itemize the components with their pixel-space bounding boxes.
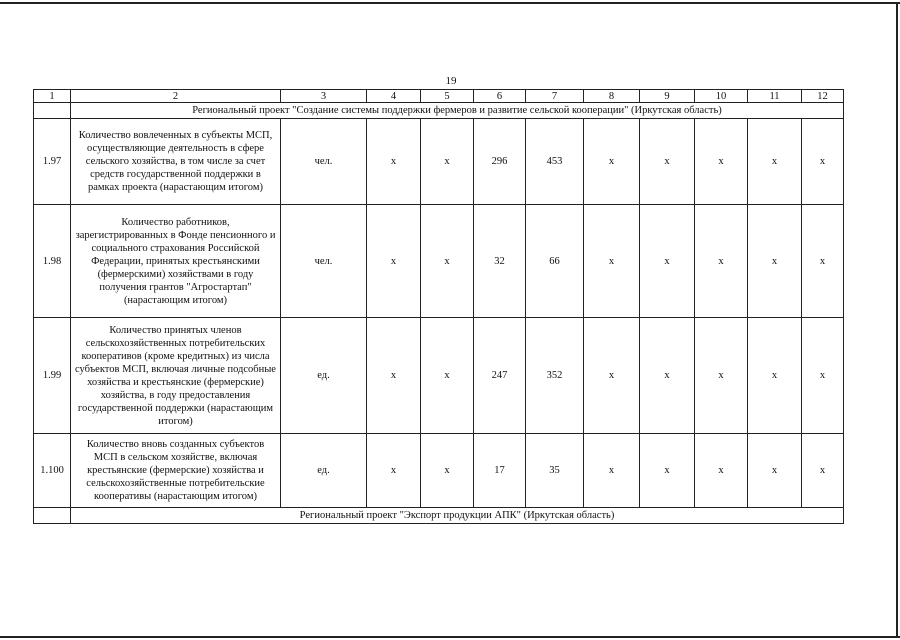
value-cell: x <box>640 205 695 318</box>
section-row <box>34 508 844 524</box>
table-header-row <box>34 90 844 103</box>
indicator-name: Количество работников, зарегистрированных в Фонде пенсионного и социального страхования Российской Федерации, принятых крестьянскими (фермерскими) хозяйствами в году получения грантов "Агростартап" (нарастающим итогом) <box>71 205 281 318</box>
value-cell: x <box>695 318 748 434</box>
value-cell: 247 <box>474 318 526 434</box>
unit-cell: ед. <box>281 434 367 508</box>
header-cell: 8 <box>584 90 640 103</box>
value-cell: x <box>367 434 421 508</box>
value-cell: 35 <box>526 434 584 508</box>
value-cell: x <box>640 119 695 205</box>
header-cell: 10 <box>695 90 748 103</box>
table-row <box>34 119 844 205</box>
value-cell: x <box>421 119 474 205</box>
section-row <box>34 103 844 119</box>
page-border-top <box>0 2 900 4</box>
value-cell: x <box>802 205 844 318</box>
header-cell: 9 <box>640 90 695 103</box>
row-number: 1.98 <box>34 205 71 318</box>
indicator-name: Количество принятых членов сельскохозяйственных потребительских кооперативов (кроме кредитных) из числа субъектов МСП, включая личные подсобные хозяйства и крестьянские (фермерские) хозяйства, в году предоставления государственной поддержки (нарастающим итогом) <box>71 318 281 434</box>
value-cell: x <box>802 318 844 434</box>
section-title: Региональный проект "Экспорт продукции АПК" (Иркутская область) <box>71 508 844 524</box>
value-cell: x <box>584 434 640 508</box>
row-number: 1.97 <box>34 119 71 205</box>
header-cell: 11 <box>748 90 802 103</box>
value-cell: x <box>367 205 421 318</box>
value-cell: x <box>748 119 802 205</box>
header-cell: 6 <box>474 90 526 103</box>
value-cell: 352 <box>526 318 584 434</box>
row-number: 1.99 <box>34 318 71 434</box>
header-cell: 12 <box>802 90 844 103</box>
section-spacer-cell <box>34 103 71 119</box>
unit-cell: чел. <box>281 119 367 205</box>
value-cell: 453 <box>526 119 584 205</box>
value-cell: x <box>802 119 844 205</box>
value-cell: x <box>367 318 421 434</box>
header-cell: 3 <box>281 90 367 103</box>
value-cell: 296 <box>474 119 526 205</box>
value-cell: x <box>695 434 748 508</box>
value-cell: x <box>584 205 640 318</box>
table-row <box>34 318 844 434</box>
value-cell: 66 <box>526 205 584 318</box>
value-cell: 32 <box>474 205 526 318</box>
value-cell: x <box>584 119 640 205</box>
section-spacer-cell <box>34 508 71 524</box>
value-cell: x <box>802 434 844 508</box>
value-cell: x <box>421 318 474 434</box>
value-cell: x <box>748 318 802 434</box>
value-cell: x <box>421 205 474 318</box>
value-cell: x <box>640 318 695 434</box>
value-cell: x <box>748 205 802 318</box>
page-number: 19 <box>445 75 457 87</box>
table-row <box>34 434 844 508</box>
header-cell: 7 <box>526 90 584 103</box>
value-cell: x <box>695 119 748 205</box>
header-cell: 1 <box>34 90 71 103</box>
table-row <box>34 205 844 318</box>
header-cell: 5 <box>421 90 474 103</box>
page-border-right <box>896 2 898 638</box>
indicators-table <box>33 89 844 524</box>
header-cell: 4 <box>367 90 421 103</box>
value-cell: x <box>695 205 748 318</box>
header-cell: 2 <box>71 90 281 103</box>
indicator-name: Количество вновь созданных субъектов МСП в сельском хозяйстве, включая крестьянские (фермерские) хозяйства и сельскохозяйственные потребительские кооперативы (нарастающим итогом) <box>71 434 281 508</box>
indicator-name: Количество вовлеченных в субъекты МСП, осуществляющие деятельность в сфере сельского хозяйства, в том числе за счет средств государственной поддержки в рамках проекта (нарастающим итогом) <box>71 119 281 205</box>
value-cell: 17 <box>474 434 526 508</box>
row-number: 1.100 <box>34 434 71 508</box>
value-cell: x <box>421 434 474 508</box>
value-cell: x <box>748 434 802 508</box>
page-border-bottom <box>0 636 900 638</box>
section-title: Региональный проект "Создание системы поддержки фермеров и развитие сельской кооперации" (Иркутская область) <box>71 103 844 119</box>
value-cell: x <box>367 119 421 205</box>
value-cell: x <box>640 434 695 508</box>
unit-cell: ед. <box>281 318 367 434</box>
unit-cell: чел. <box>281 205 367 318</box>
value-cell: x <box>584 318 640 434</box>
